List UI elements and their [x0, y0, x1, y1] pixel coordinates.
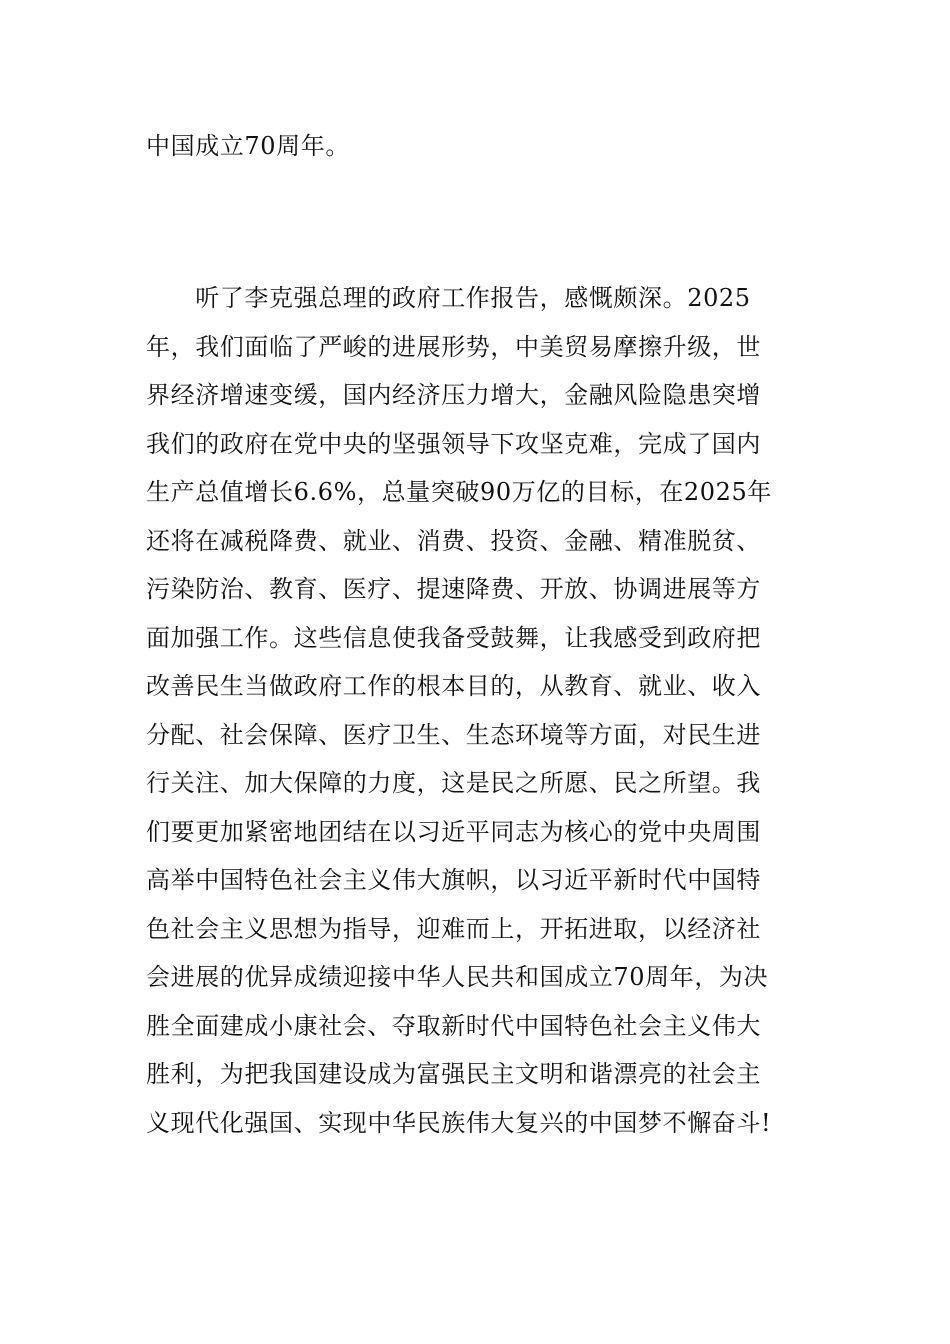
text-line: 们要更加紧密地团结在以习近平同志为核心的党中央周围 [146, 817, 761, 846]
text-line: 中国成立70周年。 [146, 132, 350, 160]
text-line: 行关注、加大保障的力度，这是民之所愿、民之所望。我 [146, 769, 761, 797]
text-line: 改善民生当做政府工作的根本目的，从教育、就业、收入 [146, 672, 761, 700]
text-line: 胜全面建成小康社会、夺取新时代中国特色社会主义伟大 [146, 1011, 761, 1040]
text-line: 会进展的优异成绩迎接中华人民共和国成立70周年，为决 [146, 963, 769, 991]
text-line: 污染防治、教育、医疗、提速降费、开放、协调进展等方 [146, 575, 761, 603]
text-line: 还将在减税降费、就业、消费、投资、金融、精准脱贫、 [146, 526, 761, 555]
text-line: 年，我们面临了严峻的进展形势，中美贸易摩擦升级，世 [146, 332, 761, 361]
text-line: 生产总值增长6.6%，总量突破90万亿的目标，在2025年 [146, 478, 772, 506]
text-line: 我们的政府在党中央的坚强领导下攻坚克难，完成了国内 [146, 429, 761, 458]
text-line: 听了李克强总理的政府工作报告，感慨颇深。2025 [146, 284, 751, 312]
text-line: 色社会主义思想为指导，迎难而上，开拓进取，以经济社 [146, 914, 761, 943]
text-line: 界经济增速变缓，国内经济压力增大，金融风险隐患突增 [146, 381, 761, 409]
text-line: 高举中国特色社会主义伟大旗帜，以习近平新时代中国特 [146, 866, 761, 894]
text-line: 分配、社会保障、医疗卫生、生态环境等方面，对民生进 [146, 720, 761, 749]
body-paragraph [146, 274, 826, 1147]
text-line: 面加强工作。这些信息使我备受鼓舞，让我感受到政府把 [146, 623, 761, 652]
text-line: 胜利，为把我国建设成为富强民主文明和谐漂亮的社会主 [146, 1060, 761, 1088]
continuation-text [146, 122, 826, 171]
text-line: 义现代化强国、实现中华民族伟大复兴的中国梦不懈奋斗! [146, 1108, 772, 1137]
